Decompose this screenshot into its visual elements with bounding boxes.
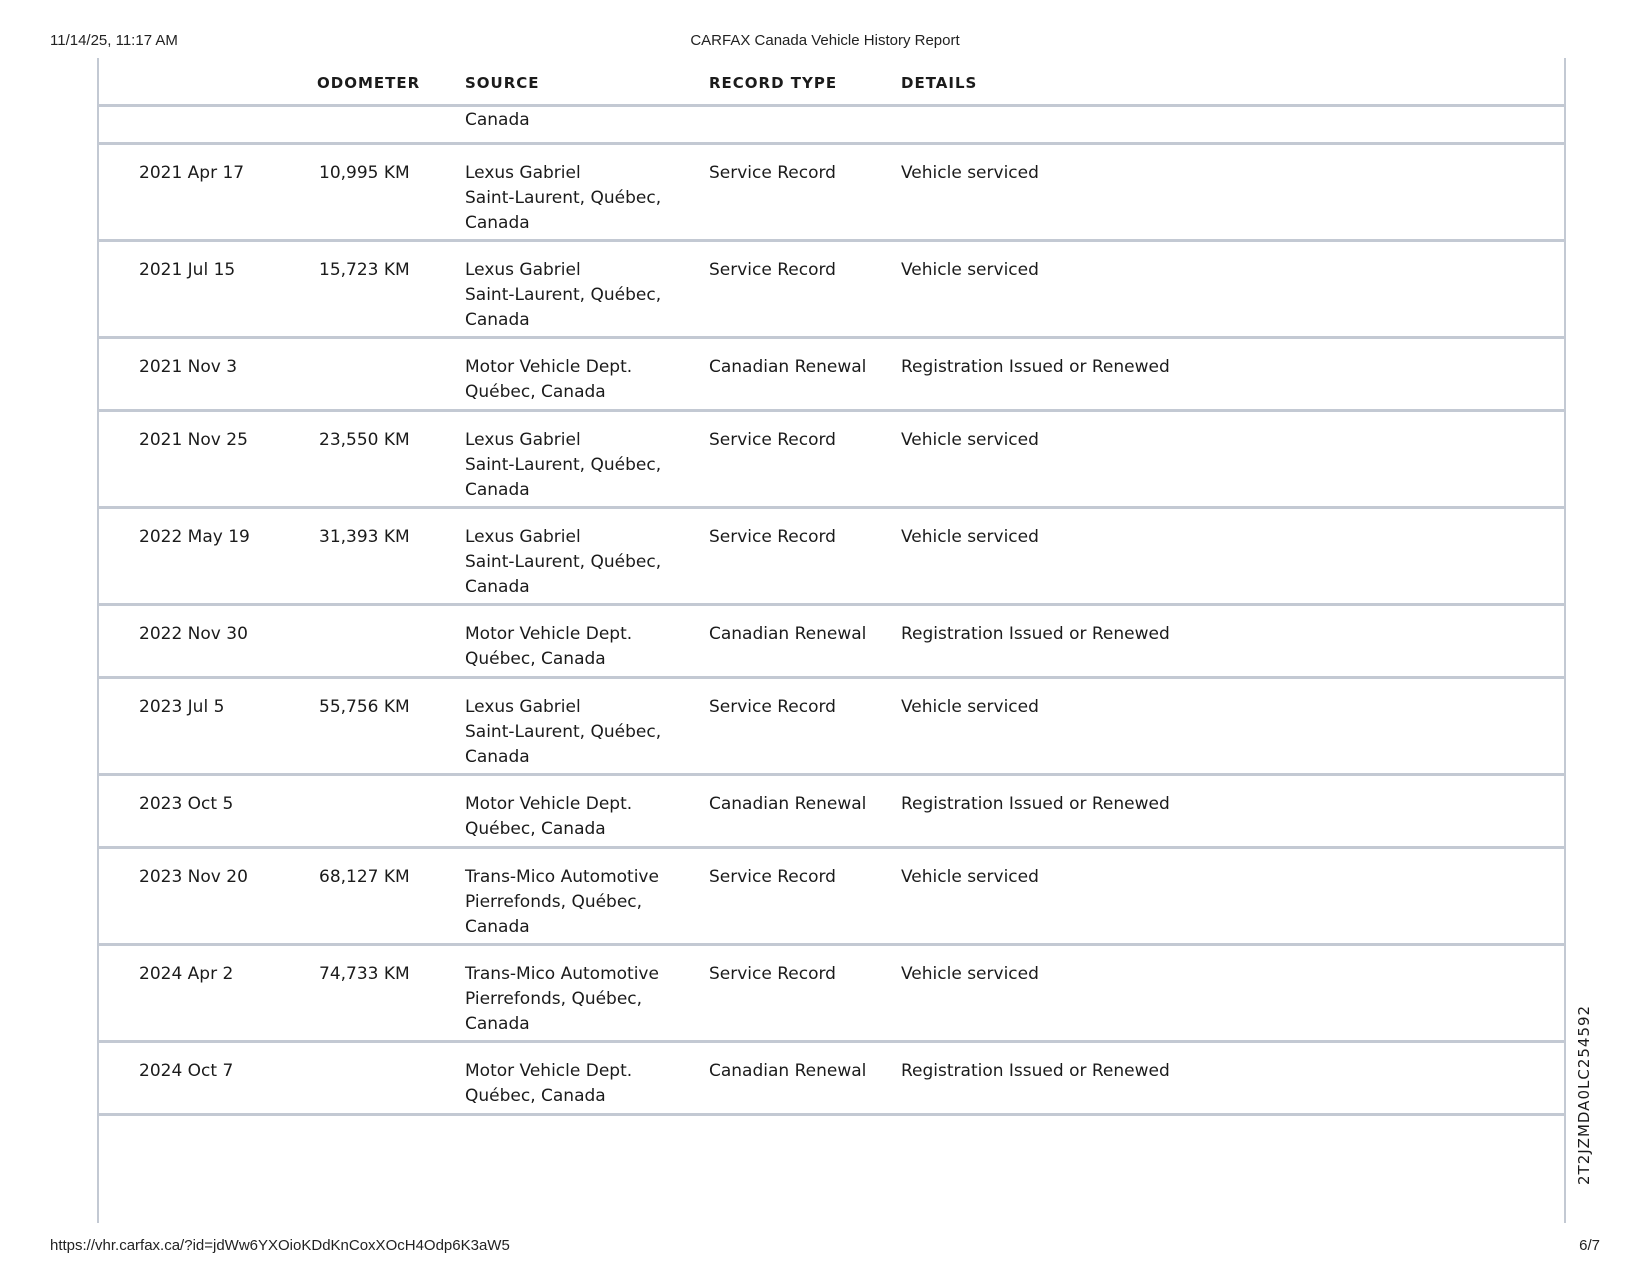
record-date: 2021 Apr 17 (139, 163, 245, 183)
source-location: Saint-Laurent, Québec, (465, 552, 662, 572)
record-date: 2021 Jul 15 (139, 260, 236, 280)
source-name: Trans-Mico Automotive (465, 964, 659, 984)
source-name: Lexus Gabriel (465, 163, 581, 183)
source-country: Canada (465, 1014, 530, 1034)
continued-source-tail: Canada (465, 110, 530, 130)
record-odometer: 23,550 KM (319, 430, 410, 450)
record-type: Service Record (709, 260, 836, 280)
record-type: Canadian Renewal (709, 624, 867, 644)
record-date: 2021 Nov 3 (139, 357, 238, 377)
record-details: Registration Issued or Renewed (901, 357, 1170, 377)
source-country: Canada (465, 577, 530, 597)
page-number: 6/7 (1579, 1237, 1600, 1254)
record-details: Registration Issued or Renewed (901, 794, 1170, 814)
record-details: Vehicle serviced (901, 163, 1039, 183)
record-date: 2022 May 19 (139, 527, 250, 547)
source-name: Motor Vehicle Dept. (465, 357, 633, 377)
record-odometer: 68,127 KM (319, 867, 410, 887)
source-name: Lexus Gabriel (465, 527, 581, 547)
source-name: Motor Vehicle Dept. (465, 794, 633, 814)
record-source (465, 161, 661, 236)
table-row (99, 1043, 1564, 1113)
table-row (99, 145, 1564, 239)
table-row (99, 412, 1564, 506)
source-location: Saint-Laurent, Québec, (465, 188, 662, 208)
table-row (99, 339, 1564, 409)
record-odometer: 31,393 KM (319, 527, 410, 547)
record-source (465, 962, 659, 1037)
source-location: Pierrefonds, Québec, (465, 989, 643, 1009)
source-name: Lexus Gabriel (465, 697, 581, 717)
record-source (465, 428, 661, 503)
record-source (465, 695, 661, 770)
source-location: Saint-Laurent, Québec, (465, 285, 662, 305)
record-date: 2022 Nov 30 (139, 624, 248, 644)
column-header-details: DETAILS (901, 74, 978, 92)
table-row (99, 242, 1564, 336)
record-details: Vehicle serviced (901, 430, 1039, 450)
table-row (99, 946, 1564, 1040)
source-location: Québec, Canada (465, 1086, 606, 1106)
record-odometer: 55,756 KM (319, 697, 410, 717)
record-type: Service Record (709, 163, 836, 183)
record-source (465, 355, 632, 405)
record-details: Vehicle serviced (901, 867, 1039, 887)
source-name: Trans-Mico Automotive (465, 867, 659, 887)
source-name: Motor Vehicle Dept. (465, 624, 633, 644)
record-details: Vehicle serviced (901, 260, 1039, 280)
source-country: Canada (465, 917, 530, 937)
print-url: https://vhr.carfax.ca/?id=jdWw6YXOioKDdKnCoxXOcH4Odp6K3aW5 (50, 1237, 510, 1254)
record-type: Service Record (709, 430, 836, 450)
table-row (99, 509, 1564, 603)
table-row (99, 776, 1564, 846)
record-type: Canadian Renewal (709, 357, 867, 377)
record-details: Registration Issued or Renewed (901, 1061, 1170, 1081)
record-date: 2023 Nov 20 (139, 867, 248, 887)
header-divider (99, 104, 1564, 107)
record-source (465, 525, 661, 600)
source-name: Lexus Gabriel (465, 260, 581, 280)
record-details: Registration Issued or Renewed (901, 624, 1170, 644)
print-header (50, 32, 1600, 52)
record-details: Vehicle serviced (901, 697, 1039, 717)
record-type: Service Record (709, 527, 836, 547)
vin-label: 2T2JZMDA0LC254592 (1575, 1004, 1593, 1185)
record-details: Vehicle serviced (901, 964, 1039, 984)
column-header-source: SOURCE (465, 74, 540, 92)
record-source (465, 258, 661, 333)
record-odometer: 10,995 KM (319, 163, 410, 183)
source-location: Québec, Canada (465, 382, 606, 402)
record-date: 2024 Apr 2 (139, 964, 234, 984)
source-country: Canada (465, 480, 530, 500)
record-type: Service Record (709, 964, 836, 984)
record-date: 2024 Oct 7 (139, 1061, 234, 1081)
source-location: Québec, Canada (465, 649, 606, 669)
table-row (99, 606, 1564, 676)
record-date: 2021 Nov 25 (139, 430, 248, 450)
source-location: Saint-Laurent, Québec, (465, 722, 662, 742)
record-odometer: 74,733 KM (319, 964, 410, 984)
source-name: Motor Vehicle Dept. (465, 1061, 633, 1081)
print-datetime: 11/14/25, 11:17 AM (50, 32, 178, 49)
record-type: Canadian Renewal (709, 1061, 867, 1081)
source-location: Pierrefonds, Québec, (465, 892, 643, 912)
record-details: Vehicle serviced (901, 527, 1039, 547)
source-country: Canada (465, 310, 530, 330)
record-source (465, 622, 632, 672)
history-table (97, 58, 1566, 1223)
source-location: Saint-Laurent, Québec, (465, 455, 662, 475)
source-location: Québec, Canada (465, 819, 606, 839)
source-country: Canada (465, 747, 530, 767)
source-country: Canada (465, 213, 530, 233)
record-source (465, 865, 659, 940)
table-row (99, 679, 1564, 773)
row-divider (99, 1113, 1564, 1116)
print-title: CARFAX Canada Vehicle History Report (690, 32, 960, 49)
record-type: Service Record (709, 697, 836, 717)
record-type: Service Record (709, 867, 836, 887)
record-source (465, 1059, 632, 1109)
table-row (99, 849, 1564, 943)
column-header-odometer: ODOMETER (317, 74, 421, 92)
column-header-record-type: RECORD TYPE (709, 74, 838, 92)
record-source (465, 792, 632, 842)
record-date: 2023 Oct 5 (139, 794, 234, 814)
print-footer (50, 1237, 1600, 1257)
record-date: 2023 Jul 5 (139, 697, 225, 717)
record-type: Canadian Renewal (709, 794, 867, 814)
source-name: Lexus Gabriel (465, 430, 581, 450)
record-odometer: 15,723 KM (319, 260, 410, 280)
